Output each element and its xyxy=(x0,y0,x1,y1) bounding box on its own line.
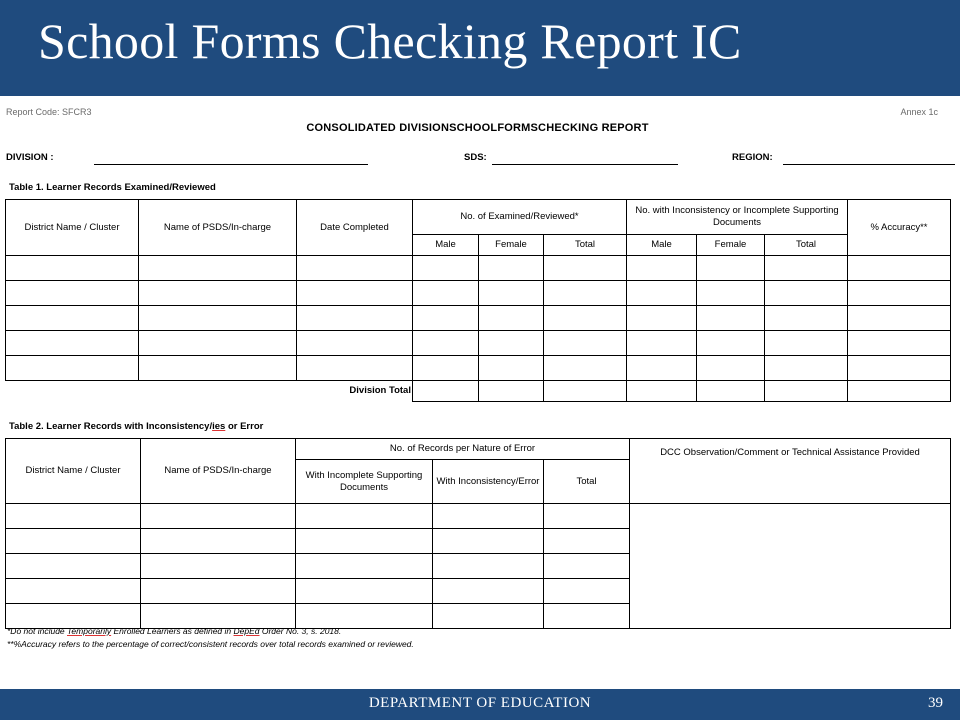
footer-department: DEPARTMENT OF EDUCATION xyxy=(368,695,592,711)
t1-sub-total: Total xyxy=(765,235,848,256)
slide-title: School Forms Checking Report IC xyxy=(38,13,742,69)
annex-label: Annex 1c xyxy=(900,107,938,117)
t1-header-examined: No. of Examined/Reviewed* xyxy=(413,200,627,235)
footnote-2: **%Accuracy refers to the percentage of correct/consistent records over total records examined or reviewed. xyxy=(7,639,414,649)
t1-sub-male: Male xyxy=(627,235,697,256)
t1-header-inconsistency: No. with Inconsistency or Incomplete Supporting Documents xyxy=(627,200,848,235)
division-total-label: Division Total xyxy=(349,385,411,397)
division-field-line xyxy=(94,164,368,165)
report-code: Report Code: SFCR3 xyxy=(6,107,92,117)
table2-caption-ies: ies xyxy=(212,421,226,432)
sds-field-line xyxy=(492,164,678,165)
sds-label: SDS: xyxy=(464,152,487,163)
region-label: REGION: xyxy=(732,152,773,163)
t1-header-district: District Name / Cluster xyxy=(6,200,139,256)
table1-learner-records xyxy=(5,199,951,402)
table1-caption: Table 1. Learner Records Examined/Reviewed xyxy=(9,182,216,193)
t2-header-district: District Name / Cluster xyxy=(6,439,141,504)
table-row xyxy=(6,504,951,529)
title-bar xyxy=(0,0,960,96)
region-field-line xyxy=(783,164,955,165)
t1-header-date: Date Completed xyxy=(297,200,413,256)
footer-bar xyxy=(0,689,960,720)
footnote-1: *Do not include Temporarily Enrolled Learners as defined in DepEd Order No. 3, s. 2018. xyxy=(7,626,342,636)
table-row xyxy=(6,281,951,306)
t2-header-total: Total xyxy=(544,460,630,504)
t2-header-psds: Name of PSDS/In-charge xyxy=(141,439,296,504)
table2-inconsistency-records xyxy=(5,438,951,629)
t1-sub-female: Female xyxy=(697,235,765,256)
t1-header-psds: Name of PSDS/In-charge xyxy=(139,200,297,256)
t1-sub-total: Total xyxy=(544,235,627,256)
dcc-observation-cell xyxy=(630,504,951,629)
form-document xyxy=(0,96,960,689)
table-row xyxy=(6,306,951,331)
t2-header-inconsistency: With Inconsistency/Error xyxy=(433,460,544,504)
t1-sub-female: Female xyxy=(479,235,544,256)
table-row xyxy=(6,256,951,281)
table2-caption: Table 2. Learner Records with Inconsistency/ies or Error xyxy=(9,421,264,432)
page-number: 39 xyxy=(928,695,943,711)
division-total-row xyxy=(6,381,951,402)
table-row xyxy=(6,331,951,356)
t2-header-incomplete: With Incomplete Supporting Documents xyxy=(296,460,433,504)
division-label: DIVISION : xyxy=(6,152,54,163)
t2-header-dcc: DCC Observation/Comment or Technical Assistance Provided xyxy=(630,439,951,504)
table-row xyxy=(6,356,951,381)
t1-header-accuracy: % Accuracy** xyxy=(848,200,951,256)
t1-sub-male: Male xyxy=(413,235,479,256)
form-heading: CONSOLIDATED DIVISIONSCHOOLFORMSCHECKING REPORT xyxy=(306,122,649,134)
t2-header-nature: No. of Records per Nature of Error xyxy=(296,439,630,460)
